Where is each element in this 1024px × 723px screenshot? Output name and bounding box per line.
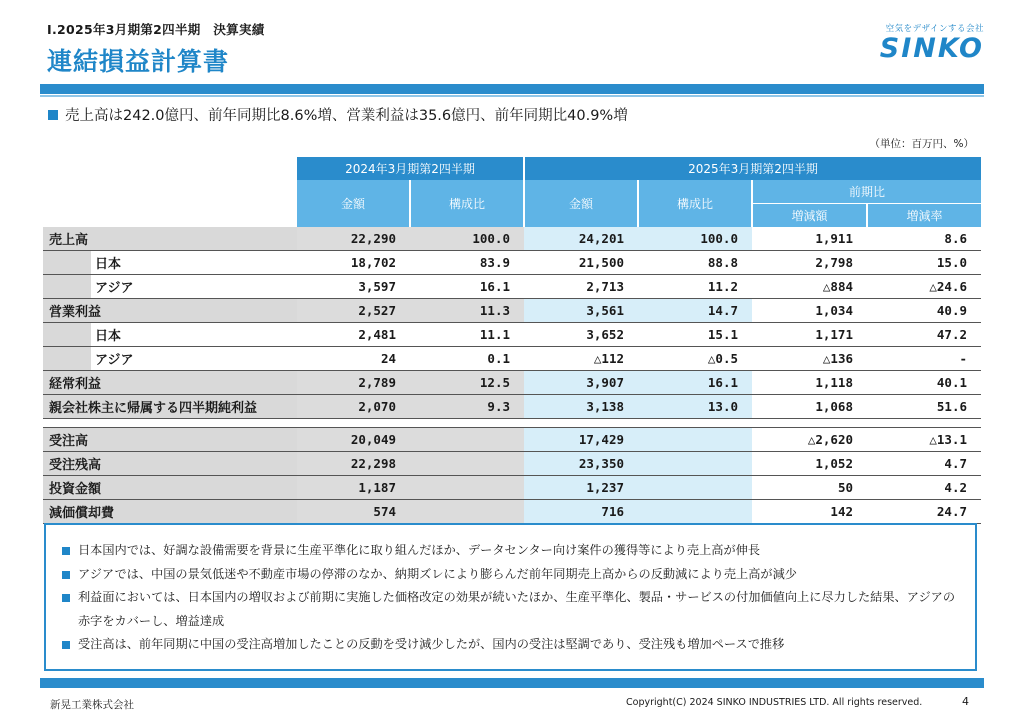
table-row bbox=[43, 476, 981, 500]
row-label: 経常利益 bbox=[43, 371, 297, 395]
row-label: アジア bbox=[91, 275, 297, 299]
table-row bbox=[43, 323, 981, 347]
cell-amount-curr: 3,907 bbox=[524, 371, 638, 395]
row-label: 営業利益 bbox=[43, 299, 297, 323]
cell-ratio-curr: 100.0 bbox=[638, 227, 752, 251]
cell-amount-curr: 21,500 bbox=[524, 251, 638, 275]
period-curr-header: 2025年3月期第2四半期 bbox=[524, 157, 981, 180]
cell-amount-prev: 20,049 bbox=[297, 428, 410, 452]
cell-change: 1,911 bbox=[752, 227, 867, 251]
cell-amount-curr: △112 bbox=[524, 347, 638, 371]
row-label: 日本 bbox=[91, 251, 297, 275]
col-ratio-curr: 構成比 bbox=[638, 180, 752, 227]
cell-amount-prev: 2,070 bbox=[297, 395, 410, 419]
row-label: 減価償却費 bbox=[43, 500, 297, 524]
table-row bbox=[43, 428, 981, 452]
period-prev-header: 2024年3月期第2四半期 bbox=[297, 157, 524, 180]
cell-change-rate: 4.7 bbox=[867, 452, 981, 476]
cell-ratio-prev bbox=[410, 452, 524, 476]
note-text: アジアでは、中国の景気低迷や不動産市場の停滞のなか、納期ズレにより膨らんだ前年同期売上高からの反動減により売上高が減少 bbox=[78, 566, 797, 581]
cell-change: 1,052 bbox=[752, 452, 867, 476]
cell-amount-prev: 22,290 bbox=[297, 227, 410, 251]
cell-change-rate: 51.6 bbox=[867, 395, 981, 419]
cell-ratio-curr: 11.2 bbox=[638, 275, 752, 299]
cell-change: 2,798 bbox=[752, 251, 867, 275]
logo-wordmark: SINKO bbox=[879, 33, 984, 64]
note-text: 日本国内では、好調な設備需要を背景に生産平準化に取り組んだほか、データセンター向け案件の獲得等により売上高が伸長 bbox=[78, 543, 761, 557]
cell-change-rate: 24.7 bbox=[867, 500, 981, 524]
cell-change: 1,034 bbox=[752, 299, 867, 323]
commentary-box bbox=[44, 523, 977, 671]
note-item bbox=[62, 633, 965, 657]
cell-amount-curr: 23,350 bbox=[524, 452, 638, 476]
row-label: 日本 bbox=[91, 323, 297, 347]
cell-change-rate: 15.0 bbox=[867, 251, 981, 275]
cell-ratio-prev: 16.1 bbox=[410, 275, 524, 299]
cell-change: 1,171 bbox=[752, 323, 867, 347]
table-row bbox=[43, 500, 981, 524]
income-statement-table bbox=[43, 157, 981, 524]
cell-amount-curr: 24,201 bbox=[524, 227, 638, 251]
cell-amount-prev: 3,597 bbox=[297, 275, 410, 299]
footer-company: 新晃工業株式会社 bbox=[50, 699, 134, 711]
cell-ratio-curr: 88.8 bbox=[638, 251, 752, 275]
table-row bbox=[43, 299, 981, 323]
cell-amount-curr: 3,561 bbox=[524, 299, 638, 323]
note-item bbox=[62, 586, 965, 633]
page-title: 連結損益計算書 bbox=[47, 47, 230, 76]
table-corner bbox=[43, 157, 297, 227]
row-label: 投資金額 bbox=[43, 476, 297, 500]
col-change-rate: 増減率 bbox=[867, 204, 981, 228]
table-row bbox=[43, 395, 981, 419]
cell-ratio-curr bbox=[638, 452, 752, 476]
table-row bbox=[43, 251, 981, 275]
row-label: 売上高 bbox=[43, 227, 297, 251]
table-row bbox=[43, 227, 981, 251]
cell-change: 50 bbox=[752, 476, 867, 500]
cell-change-rate: 40.9 bbox=[867, 299, 981, 323]
cell-amount-curr: 17,429 bbox=[524, 428, 638, 452]
cell-amount-curr: 2,713 bbox=[524, 275, 638, 299]
cell-change: 1,068 bbox=[752, 395, 867, 419]
cell-change-rate: 4.2 bbox=[867, 476, 981, 500]
logo-tagline: 空気をデザインする会社 bbox=[885, 24, 984, 34]
cell-change: △884 bbox=[752, 275, 867, 299]
cell-ratio-prev: 9.3 bbox=[410, 395, 524, 419]
cell-ratio-curr bbox=[638, 476, 752, 500]
note-item bbox=[62, 563, 965, 587]
cell-ratio-prev bbox=[410, 428, 524, 452]
cell-amount-prev: 24 bbox=[297, 347, 410, 371]
cell-amount-curr: 716 bbox=[524, 500, 638, 524]
row-indent bbox=[43, 251, 91, 275]
company-logo bbox=[880, 22, 984, 64]
cell-amount-prev: 574 bbox=[297, 500, 410, 524]
cell-ratio-curr bbox=[638, 428, 752, 452]
row-label: アジア bbox=[91, 347, 297, 371]
cell-ratio-curr: △0.5 bbox=[638, 347, 752, 371]
unit-note: （単位：百万円、%） bbox=[869, 138, 974, 150]
cell-amount-prev: 2,481 bbox=[297, 323, 410, 347]
table-row bbox=[43, 371, 981, 395]
cell-change: 1,118 bbox=[752, 371, 867, 395]
cell-ratio-prev: 11.1 bbox=[410, 323, 524, 347]
col-amount-curr: 金額 bbox=[524, 180, 638, 227]
cell-ratio-prev bbox=[410, 500, 524, 524]
cell-ratio-curr: 16.1 bbox=[638, 371, 752, 395]
cell-amount-prev: 2,527 bbox=[297, 299, 410, 323]
cell-amount-prev: 2,789 bbox=[297, 371, 410, 395]
cell-ratio-prev: 12.5 bbox=[410, 371, 524, 395]
cell-change-rate: △24.6 bbox=[867, 275, 981, 299]
cell-amount-curr: 3,652 bbox=[524, 323, 638, 347]
col-change: 増減額 bbox=[752, 204, 867, 228]
cell-change: 142 bbox=[752, 500, 867, 524]
cell-ratio-prev: 11.3 bbox=[410, 299, 524, 323]
row-indent bbox=[43, 347, 91, 371]
col-amount-prev: 金額 bbox=[297, 180, 410, 227]
note-text: 受注高は、前年同期に中国の受注高増加したことの反動を受け減少したが、国内の受注は堅調であり、受注残も増加ペースで推移 bbox=[78, 637, 785, 651]
cell-ratio-prev: 0.1 bbox=[410, 347, 524, 371]
cell-change-rate: △13.1 bbox=[867, 428, 981, 452]
bullet-square-icon bbox=[62, 641, 70, 649]
cell-amount-curr: 1,237 bbox=[524, 476, 638, 500]
cell-amount-prev: 22,298 bbox=[297, 452, 410, 476]
bullet-square-icon bbox=[48, 110, 58, 120]
footer-copyright: Copyright(C) 2024 SINKO INDUSTRIES LTD. All rights reserved. bbox=[626, 697, 923, 708]
section-label: Ⅰ.2025年3月期第2四半期 決算実績 bbox=[47, 22, 265, 37]
cell-ratio-curr: 13.0 bbox=[638, 395, 752, 419]
page-number: 4 bbox=[962, 695, 969, 708]
note-text: 利益面においては、日本国内の増収および前期に実施した価格改定の効果が続いたほか、生産平準化、製品・サービスの付加価値向上に尽力した結果、アジアの赤字をカバーし、増益達成 bbox=[78, 590, 956, 628]
bullet-square-icon bbox=[62, 594, 70, 602]
cell-change-rate: - bbox=[867, 347, 981, 371]
table-row bbox=[43, 275, 981, 299]
table-gap-row bbox=[43, 419, 981, 428]
cell-amount-curr: 3,138 bbox=[524, 395, 638, 419]
table-row bbox=[43, 452, 981, 476]
row-label: 親会社株主に帰属する四半期純利益 bbox=[43, 395, 297, 419]
gap-cell bbox=[43, 419, 981, 428]
col-ratio-prev: 構成比 bbox=[410, 180, 524, 227]
row-label: 受注残高 bbox=[43, 452, 297, 476]
cell-ratio-curr: 15.1 bbox=[638, 323, 752, 347]
cell-change-rate: 8.6 bbox=[867, 227, 981, 251]
cell-change: △2,620 bbox=[752, 428, 867, 452]
cell-change-rate: 47.2 bbox=[867, 323, 981, 347]
cell-ratio-curr bbox=[638, 500, 752, 524]
col-yoy: 前期比 bbox=[752, 180, 981, 204]
row-indent bbox=[43, 323, 91, 347]
title-rule-thin bbox=[40, 95, 984, 97]
row-indent bbox=[43, 275, 91, 299]
cell-amount-prev: 18,702 bbox=[297, 251, 410, 275]
cell-amount-prev: 1,187 bbox=[297, 476, 410, 500]
cell-ratio-prev: 83.9 bbox=[410, 251, 524, 275]
cell-change-rate: 40.1 bbox=[867, 371, 981, 395]
cell-ratio-curr: 14.7 bbox=[638, 299, 752, 323]
table-row bbox=[43, 347, 981, 371]
summary-line bbox=[48, 104, 628, 125]
summary-text: 売上高は242.0億円、前年同期比8.6%増、営業利益は35.6億円、前年同期比40.9%増 bbox=[65, 108, 628, 124]
bullet-square-icon bbox=[62, 547, 70, 555]
cell-change: △136 bbox=[752, 347, 867, 371]
footer-rule bbox=[40, 678, 984, 688]
title-rule bbox=[40, 84, 984, 94]
bullet-square-icon bbox=[62, 571, 70, 579]
note-item bbox=[62, 539, 965, 563]
row-label: 受注高 bbox=[43, 428, 297, 452]
cell-ratio-prev: 100.0 bbox=[410, 227, 524, 251]
cell-ratio-prev bbox=[410, 476, 524, 500]
